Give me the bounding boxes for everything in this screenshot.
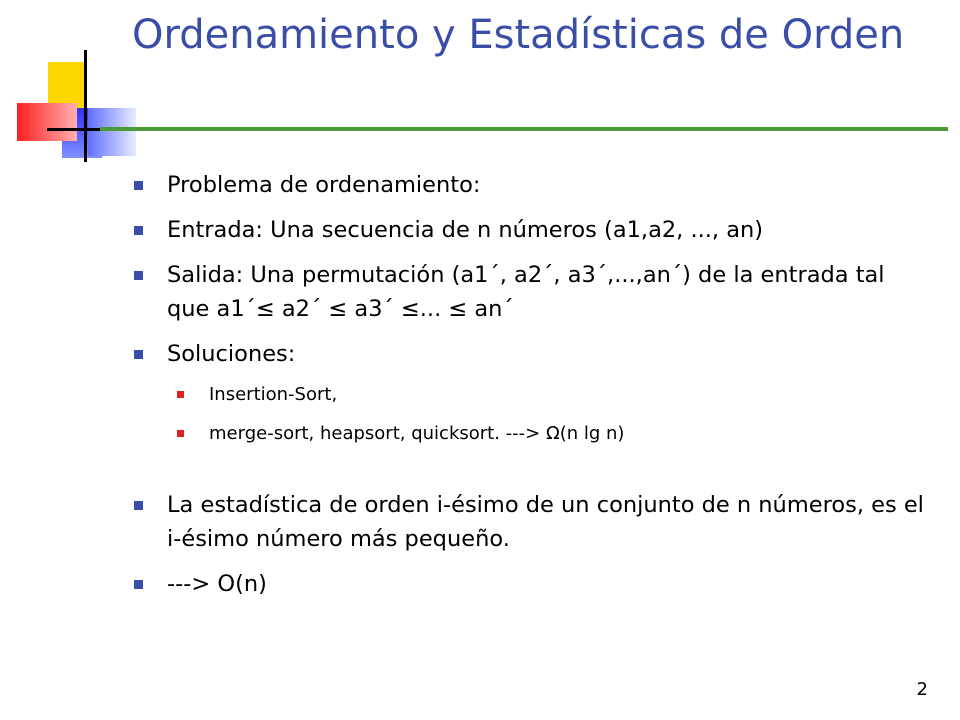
logo-yellow-square [48, 62, 86, 108]
sub-bullet-square-icon [177, 391, 184, 398]
bullet-square-icon [134, 501, 143, 510]
sub-bullet-item [130, 382, 930, 408]
logo-vertical-line [84, 50, 87, 162]
page-number: 2 [916, 679, 928, 700]
bullet-text: ---> O(n) [167, 571, 267, 597]
bullet-text: Problema de ordenamiento: [167, 172, 481, 198]
bullet-item [130, 337, 930, 371]
sub-bullet-item [130, 421, 930, 447]
bullet-item [130, 168, 930, 202]
bullet-item [130, 258, 930, 326]
bullet-item [130, 567, 930, 601]
bullet-text: Soluciones: [167, 341, 296, 367]
bullet-square-icon [134, 271, 143, 280]
bullet-text: La estadística de orden i-ésimo de un conjunto de n números, es el i-ésimo número más pequeño. [167, 492, 924, 552]
decorative-logo [0, 0, 150, 170]
bullet-item [130, 213, 930, 247]
bullet-text: Salida: Una permutación (a1´, a2´, a3´,...,an´) de la entrada tal que a1´≤ a2´ ≤ a3´ ≤... ≤ an´ [167, 262, 885, 322]
spacer [130, 460, 930, 488]
sub-bullet-square-icon [177, 430, 184, 437]
slide-title: Ordenamiento y Estadísticas de Orden [132, 12, 905, 58]
logo-light-blue-square [88, 108, 136, 156]
bullet-square-icon [134, 350, 143, 359]
sub-bullet-text: Insertion-Sort, [209, 384, 338, 405]
bullet-item [130, 488, 930, 556]
bullet-text: Entrada: Una secuencia de n números (a1,a2, ..., an) [167, 217, 764, 243]
bullet-list [130, 168, 930, 612]
bullet-square-icon [134, 226, 143, 235]
bullet-square-icon [134, 580, 143, 589]
logo-red-square [17, 103, 77, 141]
sub-bullet-text: merge-sort, heapsort, quicksort. ---> Ω(n lg n) [209, 423, 625, 444]
title-rule [100, 127, 948, 131]
bullet-square-icon [134, 181, 143, 190]
